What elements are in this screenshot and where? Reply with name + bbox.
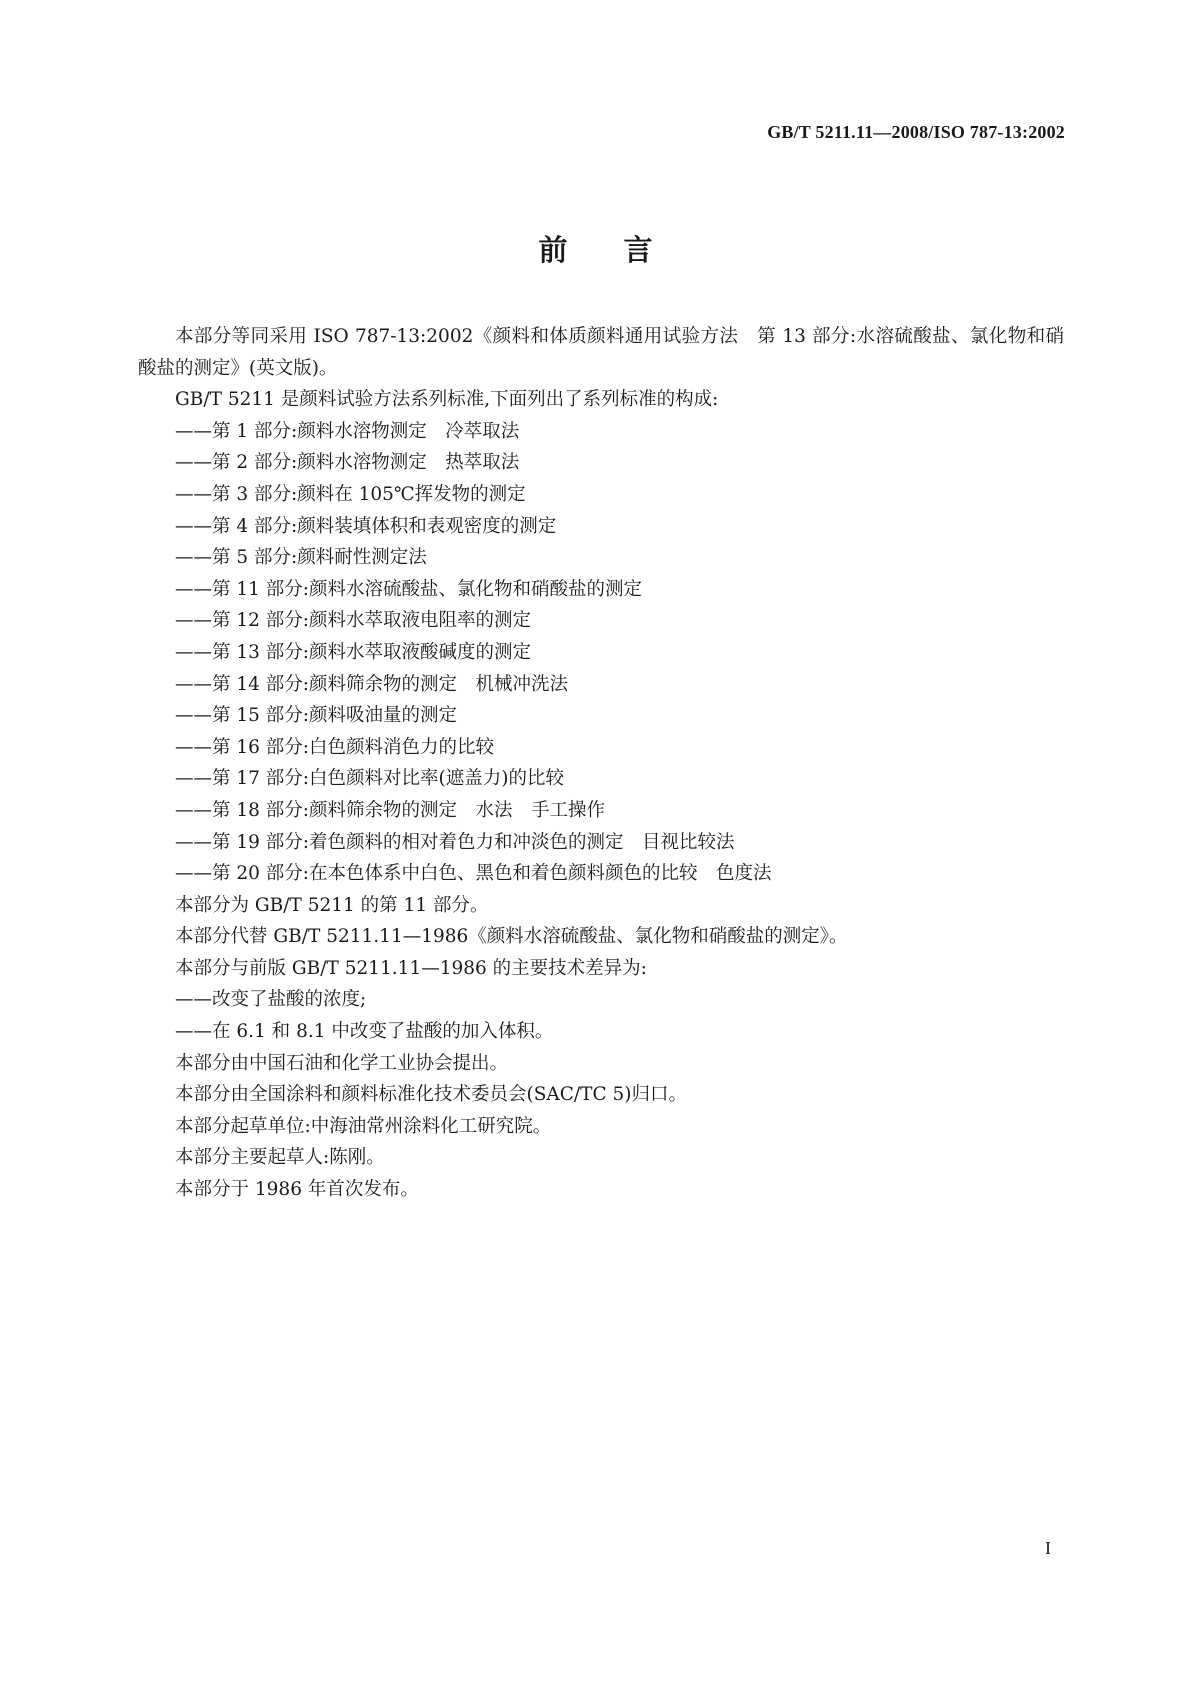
list-item: ——在 6.1 和 8.1 中改变了盐酸的加入体积。 xyxy=(175,1021,554,1043)
page-title: 前言 xyxy=(538,233,709,267)
list-item: ——第 16 部分:白色颜料消色力的比较 xyxy=(175,736,495,758)
drafter-paragraph: 本部分主要起草人:陈刚。 xyxy=(175,1147,385,1169)
replacement-paragraph: 本部分代替 GB/T 5211.11—1986《颜料水溶硫酸盐、氯化物和硝酸盐的测定》。 xyxy=(175,926,848,948)
list-item: ——第 17 部分:白色颜料对比率(遮盖力)的比较 xyxy=(175,768,564,790)
page-number: I xyxy=(1045,1538,1051,1558)
list-item: ——第 4 部分:颜料装填体积和表观密度的测定 xyxy=(175,515,557,537)
list-item: ——第 1 部分:颜料水溶物测定 冷萃取法 xyxy=(175,420,520,442)
standard-code: GB/T 5211.11—2008/ISO 787-13:2002 xyxy=(767,122,1065,142)
list-item: ——第 3 部分:颜料在 105℃挥发物的测定 xyxy=(175,483,526,505)
list-item: ——第 20 部分:在本色体系中白色、黑色和着色颜料颜色的比较 色度法 xyxy=(175,863,772,885)
list-item: ——第 2 部分:颜料水溶物测定 热萃取法 xyxy=(175,452,520,474)
list-item: ——改变了盐酸的浓度; xyxy=(175,989,367,1011)
list-item: ——第 5 部分:颜料耐性测定法 xyxy=(175,547,427,569)
committee-paragraph: 本部分由全国涂料和颜料标准化技术委员会(SAC/TC 5)归口。 xyxy=(175,1084,688,1106)
drafting-unit-paragraph: 本部分起草单位:中海油常州涂料化工研究院。 xyxy=(175,1115,552,1137)
differences-intro-paragraph: 本部分与前版 GB/T 5211.11—1986 的主要技术差异为: xyxy=(175,957,647,979)
series-intro-paragraph: GB/T 5211 是颜料试验方法系列标准,下面列出了系列标准的构成: xyxy=(175,389,719,411)
list-item: ——第 11 部分:颜料水溶硫酸盐、氯化物和硝酸盐的测定 xyxy=(175,578,643,600)
differences-list xyxy=(138,984,1064,1047)
list-item: ——第 18 部分:颜料筛余物的测定 水法 手工操作 xyxy=(175,799,606,821)
first-release-paragraph: 本部分于 1986 年首次发布。 xyxy=(175,1179,419,1201)
proposer-paragraph: 本部分由中国石油和化学工业协会提出。 xyxy=(175,1052,509,1074)
series-parts-list xyxy=(138,416,1064,890)
list-item: ——第 12 部分:颜料水萃取液电阻率的测定 xyxy=(175,610,532,632)
foreword-body xyxy=(138,321,1064,1206)
list-item: ——第 13 部分:颜料水萃取液酸碱度的测定 xyxy=(175,641,532,663)
list-item: ——第 14 部分:颜料筛余物的测定 机械冲洗法 xyxy=(175,673,569,695)
list-item: ——第 19 部分:着色颜料的相对着色力和冲淡色的测定 目视比较法 xyxy=(175,831,735,853)
list-item: ——第 15 部分:颜料吸油量的测定 xyxy=(175,705,458,727)
part-number-paragraph: 本部分为 GB/T 5211 的第 11 部分。 xyxy=(175,894,489,916)
adoption-paragraph: 本部分等同采用 ISO 787-13:2002《颜料和体质颜料通用试验方法 第 13 部分:水溶硫酸盐、氯化物和硝酸盐的测定》(英文版)。 xyxy=(138,326,1064,379)
